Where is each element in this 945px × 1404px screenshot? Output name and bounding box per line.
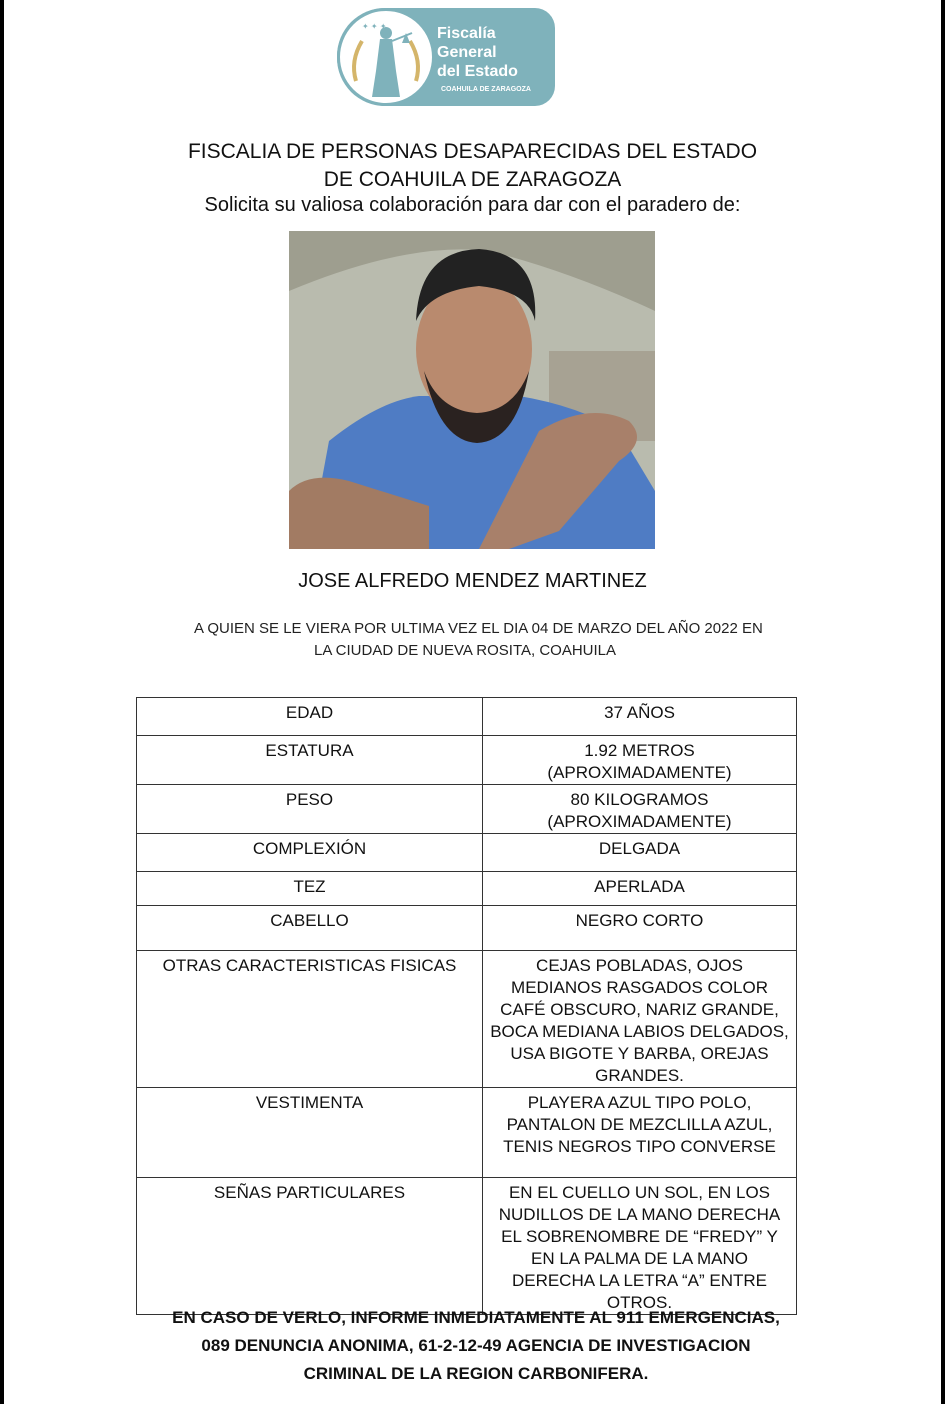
logo-line-2: General [437, 44, 497, 61]
svg-text:✦ ✦ ✦: ✦ ✦ ✦ [362, 22, 387, 31]
row-label: SEÑAS PARTICULARES [137, 1178, 483, 1315]
row-label: VESTIMENTA [137, 1088, 483, 1178]
row-label: OTRAS CARACTERISTICAS FISICAS [137, 951, 483, 1088]
row-value: APERLADA [483, 872, 797, 906]
row-label: ESTATURA [137, 736, 483, 785]
row-value: EN EL CUELLO UN SOL, EN LOS NUDILLOS DE LA MANO DERECHA EL SOBRENOMBRE DE “FREDY” Y EN LA PALMA DE LA MANO DERECHA LA LETRA “A” ENTRE OTROS. [483, 1178, 797, 1315]
row-value: DELGADA [483, 834, 797, 872]
row-value: 37 AÑOS [483, 698, 797, 736]
row-label: CABELLO [137, 906, 483, 951]
logo-line-3: del Estado [437, 63, 518, 80]
table-row [137, 1178, 797, 1315]
agency-title [4, 138, 941, 194]
row-label: PESO [137, 785, 483, 834]
missing-person-flyer [4, 0, 941, 1404]
person-photo [289, 231, 655, 549]
row-value: 80 KILOGRAMOS (APROXIMADAMENTE) [483, 785, 797, 834]
logo-subtitle: COAHUILA DE ZARAGOZA [441, 86, 531, 93]
row-label: COMPLEXIÓN [137, 834, 483, 872]
table-row [137, 951, 797, 1088]
contact-notice [136, 1304, 816, 1388]
agency-title-line-2: DE COAHUILA DE ZARAGOZA [323, 168, 622, 191]
table-row [137, 906, 797, 951]
table-row [137, 736, 797, 785]
row-value: 1.92 METROS (APROXIMADAMENTE) [483, 736, 797, 785]
table-row [137, 698, 797, 736]
fiscalia-logo [337, 8, 555, 106]
contact-line-2: 089 DENUNCIA ANONIMA, 61-2-12-49 AGENCIA DE INVESTIGACION [201, 1336, 751, 1355]
justice-emblem-icon [337, 8, 435, 106]
last-seen-line-2: LA CIUDAD DE NUEVA ROSITA, COAHUILA [314, 642, 617, 659]
table-row [137, 1088, 797, 1178]
table-row [137, 872, 797, 906]
logo-line-1: Fiscalía [437, 25, 496, 42]
row-label: EDAD [137, 698, 483, 736]
row-value: PLAYERA AZUL TIPO POLO, PANTALON DE MEZCLILLA AZUL, TENIS NEGROS TIPO CONVERSE [483, 1088, 797, 1178]
agency-title-line-1: FISCALIA DE PERSONAS DESAPARECIDAS DEL ESTADO [187, 140, 758, 163]
person-name: JOSE ALFREDO MENDEZ MARTINEZ [298, 570, 647, 592]
contact-line-1: EN CASO DE VERLO, INFORME INMEDIATAMENTE AL 911 EMERGENCIAS, [172, 1308, 780, 1327]
request-text: Solicita su valiosa colaboración para dar con el paradero de: [204, 194, 741, 216]
last-seen-text [194, 618, 814, 662]
description-table [136, 697, 797, 1315]
row-label: TEZ [137, 872, 483, 906]
table-row [137, 834, 797, 872]
table-row [137, 785, 797, 834]
row-value: NEGRO CORTO [483, 906, 797, 951]
contact-line-3: CRIMINAL DE LA REGION CARBONIFERA. [303, 1364, 649, 1383]
last-seen-line-1: A QUIEN SE LE VIERA POR ULTIMA VEZ EL DIA 04 DE MARZO DEL AÑO 2022 EN [194, 620, 763, 637]
row-value: CEJAS POBLADAS, OJOS MEDIANOS RASGADOS COLOR CAFÉ OBSCURO, NARIZ GRANDE, BOCA MEDIANA LABIOS DELGADOS, USA BIGOTE Y BARBA, OREJAS GRANDES. [483, 951, 797, 1088]
